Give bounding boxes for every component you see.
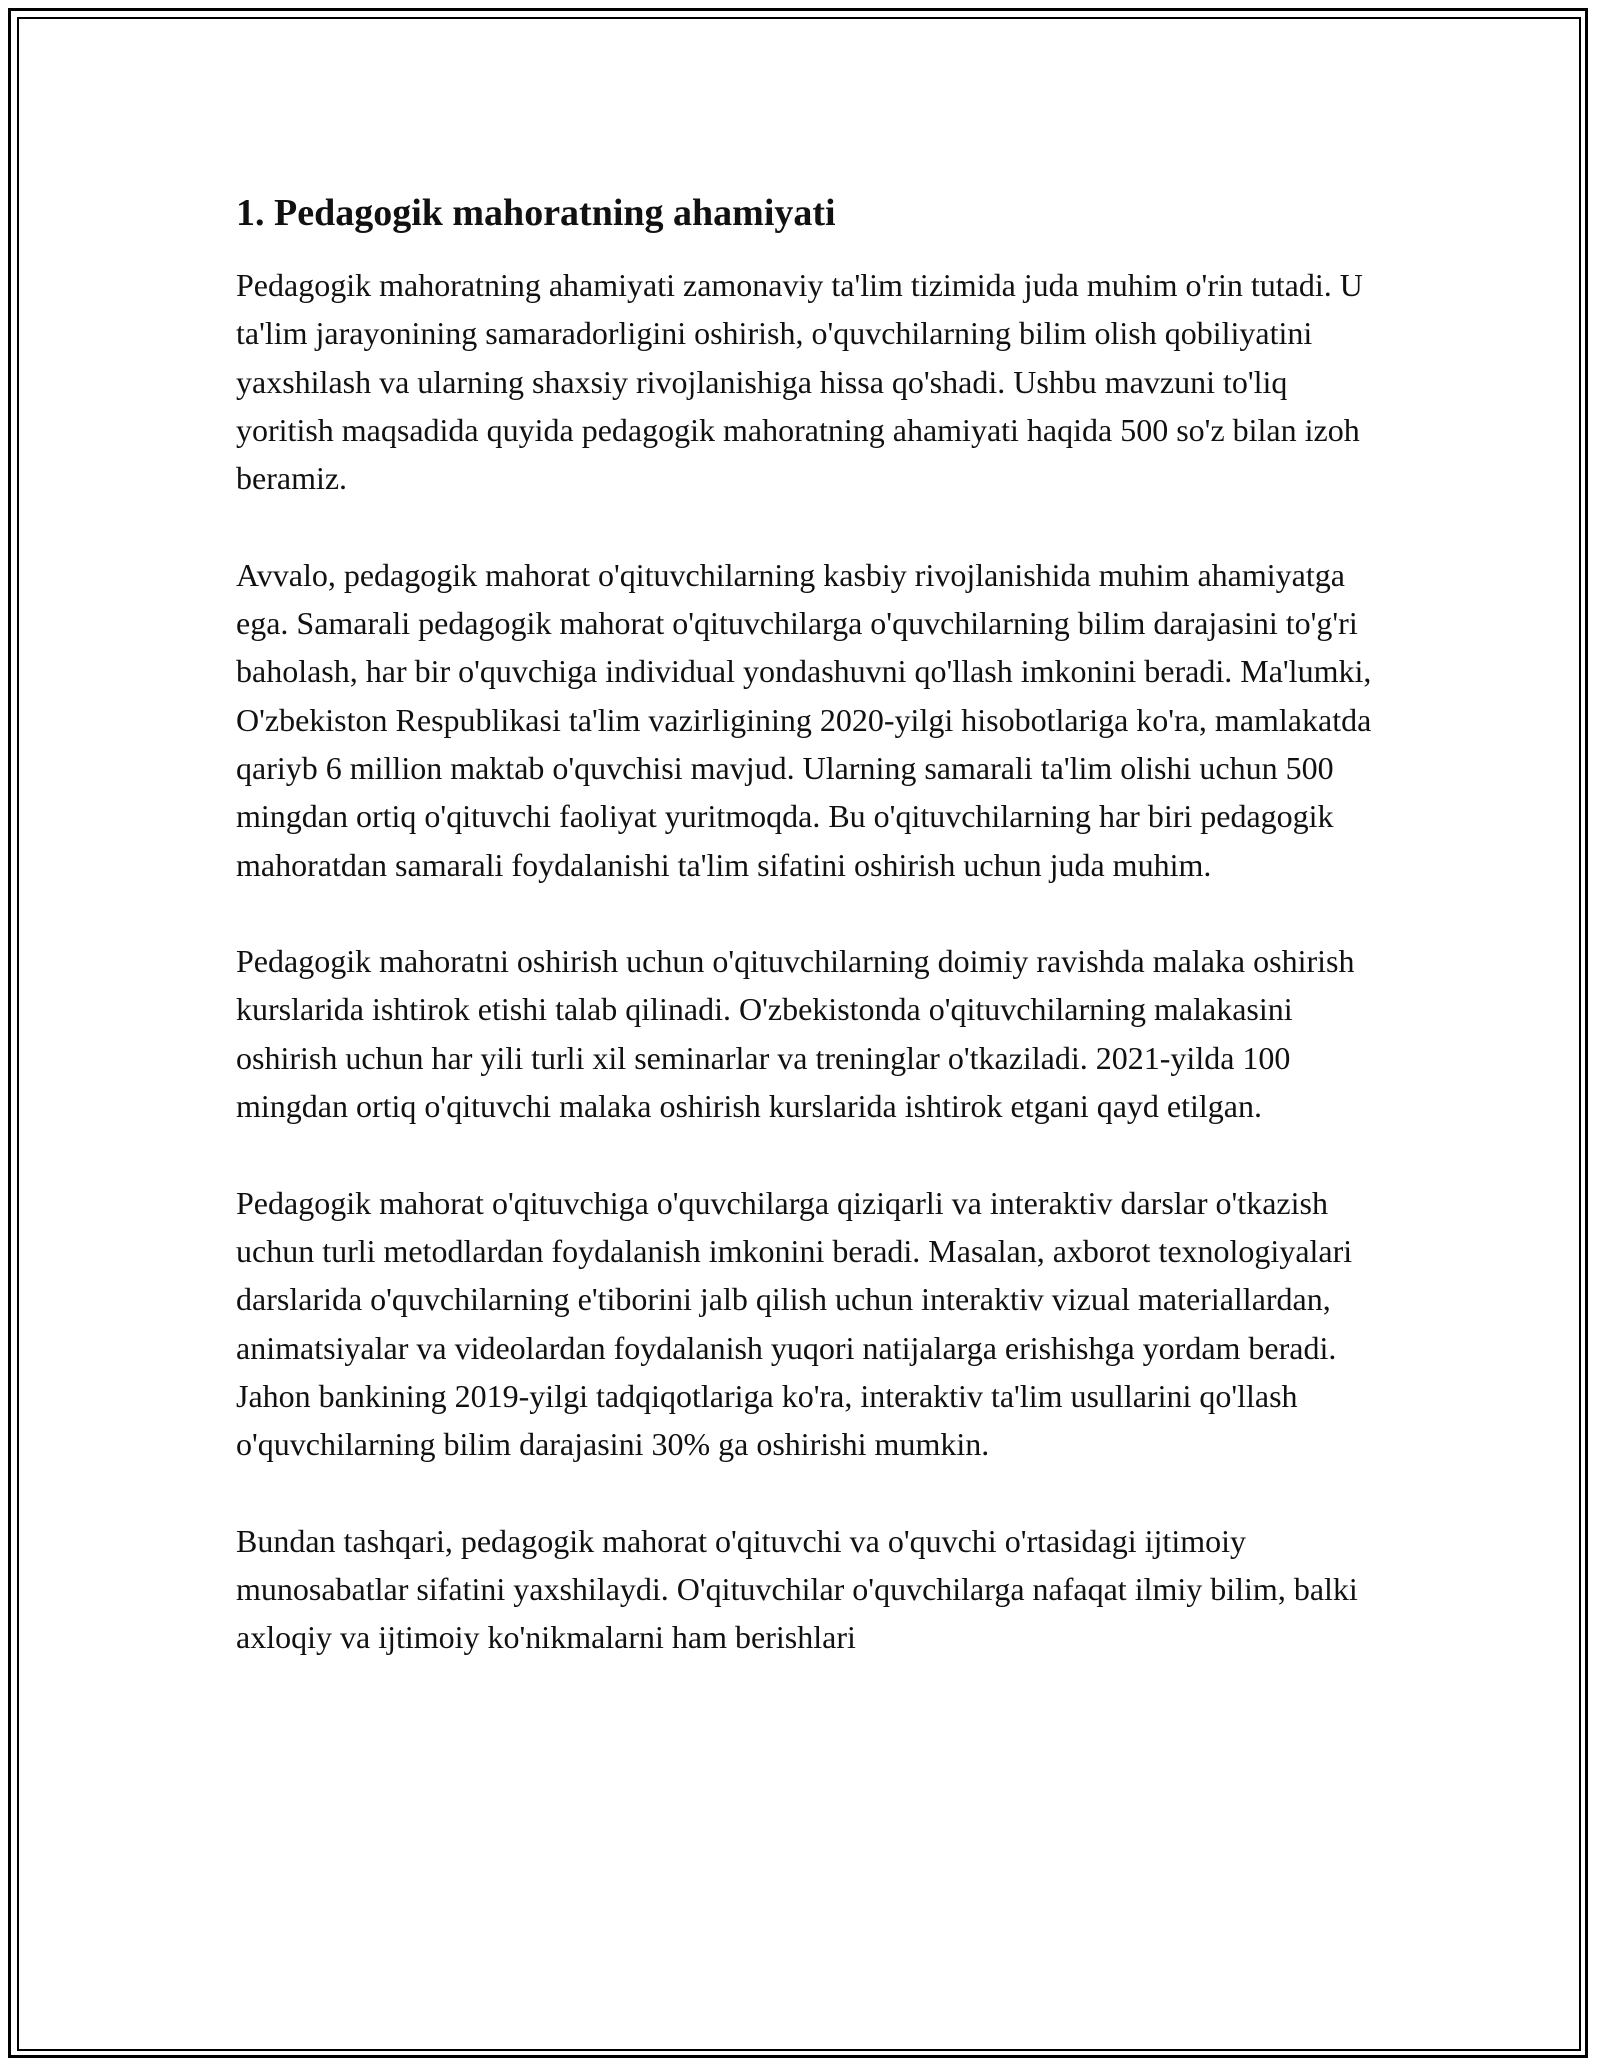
paragraph-4: Pedagogik mahorat o'qituvchiga o'quvchilarga qiziqarli va interaktiv darslar o'tkazish uchun turli metodlardan foydalanish imkonini beradi. Masalan, axborot texnologiyalari darslarida o'quvchilarning e'tiborini jalb qilish uchun interaktiv vizual materiallardan, animatsiyalar va videolardan foydalanish yuqori natijalarga erishishga yordam beradi. Jahon bankining 2019-yilgi tadqiqotlariga ko'ra, interaktiv ta'lim usullarini qo'llash o'quvchilarning bilim darajasini 30% ga oshirishi mumkin. <box>236 1184 1353 1463</box>
paragraph-3: Pedagogik mahoratni oshirish uchun o'qituvchilarning doimiy ravishda malaka oshirish kurslarida ishtirok etishi talab qilinadi. O'zbekistonda o'qituvchilarning malakasini oshirish uchun har yili turli xil seminarlar va treninglar o'tkaziladi. 2021-yilda 100 mingdan ortiq o'qituvchi malaka oshirish kurslarida ishtirok etgani qayd etilgan. <box>236 943 1355 1125</box>
paragraph-2: Avvalo, pedagogik mahorat o'qituvchilarning kasbiy rivojlanishida muhim ahamiyatga ega. Samarali pedagogik mahorat o'qituvchilarga o'quvchilarning bilim darajasini to'g'ri baholash, har bir o'quvchiga individual yondashuvni qo'llash imkonini beradi. Ma'lumki, O'zbekiston Respublikasi ta'lim vazirligining 2020-yilgi hisobotlariga ko'ra, mamlakatda qariyb 6 million maktab o'quvchisi mavjud. Ularning samarali ta'lim olishi uchun 500 mingdan ortiq o'qituvchi faoliyat yuritmoqda. Bu o'qituvchilarning har biri pedagogik mahoratdan samarali foydalanishi ta'lim sifatini oshirish uchun juda muhim. <box>236 556 1372 883</box>
document-body <box>236 188 1386 1662</box>
paragraph-1: Pedagogik mahoratning ahamiyati zamonaviy ta'lim tizimida juda muhim o'rin tutadi. U ta'lim jarayonining samaradorligini oshirish, o'quvchilarning bilim olish qobiliyatini yaxshilash va ularning shaxsiy rivojlanishiga hissa qo'shadi. Ushbu mavzuni to'liq yoritish maqsadida quyida pedagogik mahoratning ahamiyati haqida 500 so'z bilan izoh beramiz. <box>236 267 1363 497</box>
paragraph-5: Bundan tashqari, pedagogik mahorat o'qituvchi va o'quvchi o'rtasidagi ijtimoiy munosabatlar sifatini yaxshilaydi. O'qituvchilar o'quvchilarga nafaqat ilmiy bilim, balki axloqiy va ijtimoiy ko'nikmalarni ham berishlari <box>236 1522 1358 1656</box>
section-heading: 1. Pedagogik mahoratning ahamiyati <box>236 192 836 234</box>
